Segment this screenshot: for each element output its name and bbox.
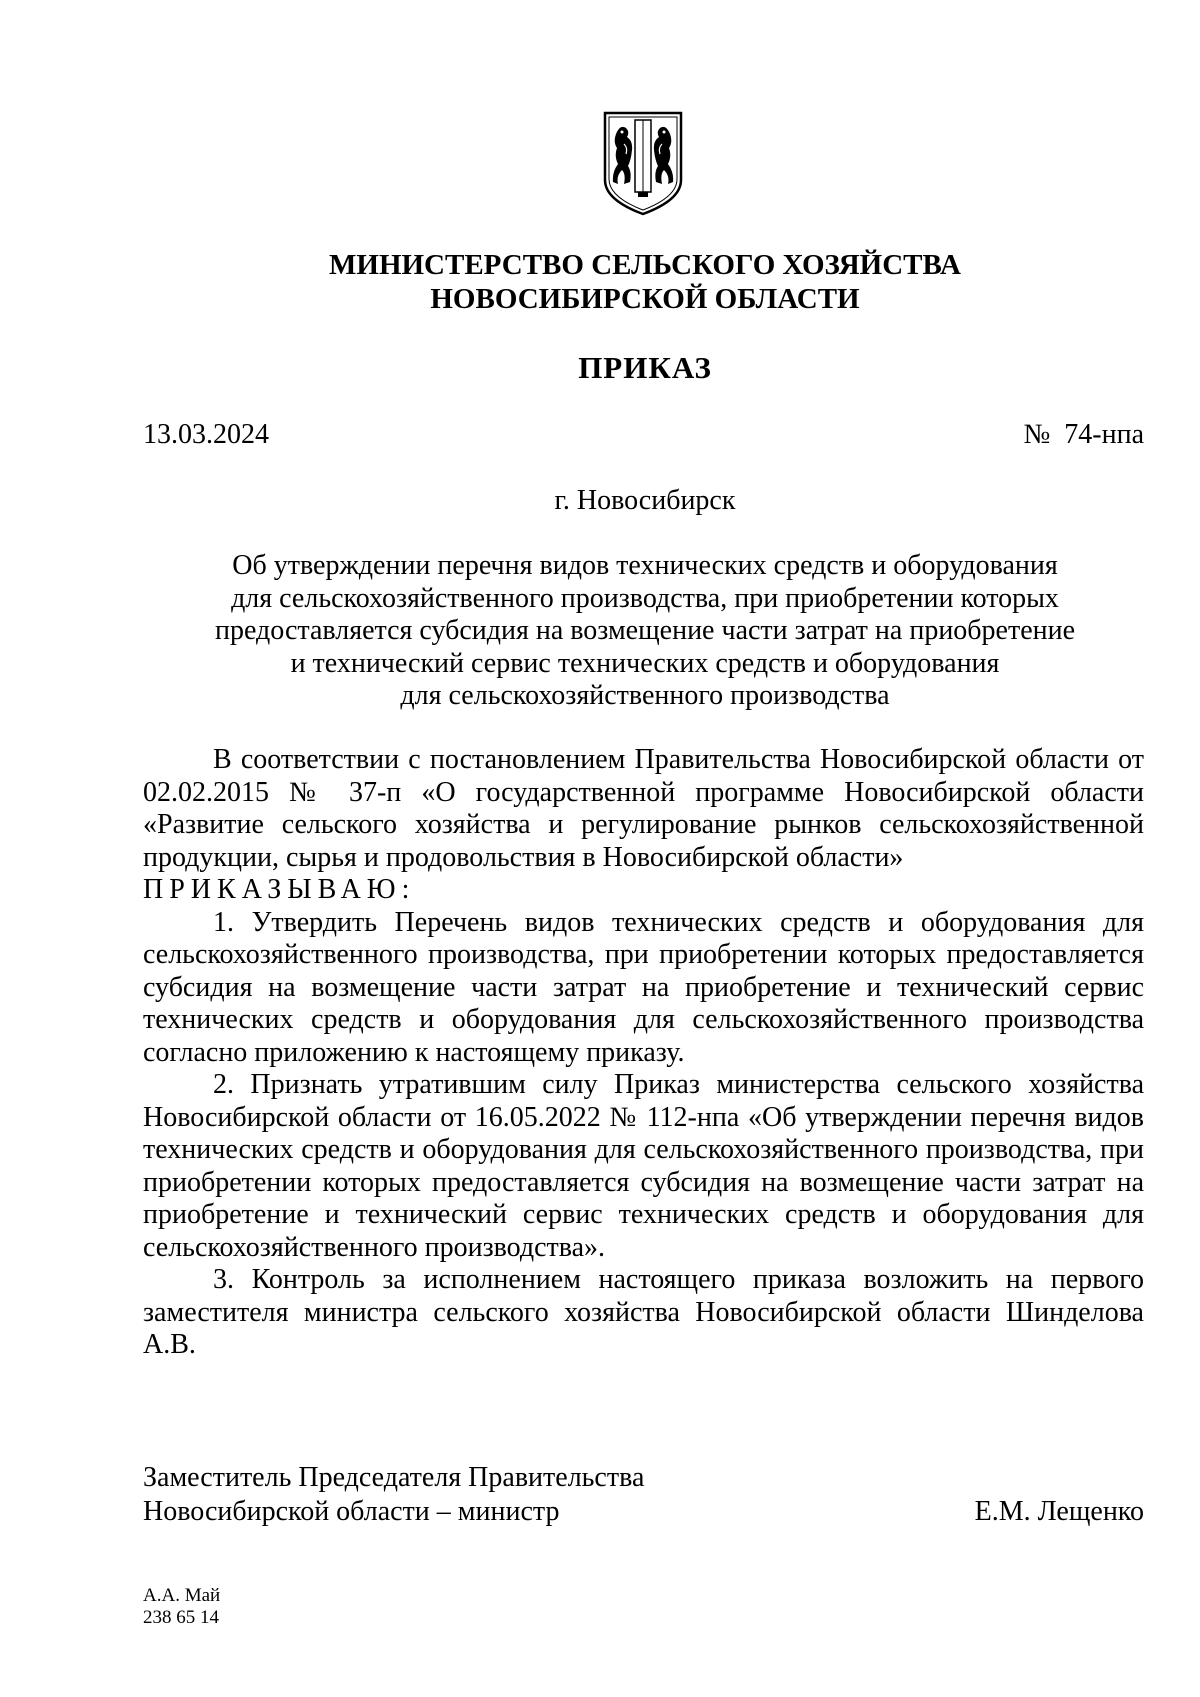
coat-of-arms-icon — [602, 110, 684, 218]
subject-line: предоставляется субсидия на возмещение части затрат на приобретение — [214, 615, 1076, 646]
subject-line: и технический сервис технических средств и оборудования — [290, 647, 1000, 679]
executor-contact — [143, 1585, 220, 1629]
order-item-2: 2. Признать утратившим силу Приказ министерства сельского хозяйства Новосибирской области от 16.05.2022 № 112-нпа «Об утверждении перечня видов технических средств и оборудования для сельскохозяйственного производства, при приобретении которых предоставляется субсидия на возмещение части затрат на приобретение и технический сервис технических средств и оборудования для сельскохозяйственного производства». — [143, 1069, 1144, 1263]
subject-line: Об утверждении перечня видов технических средств и оборудования — [232, 550, 1058, 581]
order-city: г. Новосибирск — [554, 485, 736, 516]
ministry-name — [145, 248, 1145, 316]
subject-line: для сельскохозяйственного производства — [400, 680, 890, 711]
executor-phone: 238 65 14 — [143, 1607, 219, 1628]
decree-word: ПРИКАЗЫВАЮ: — [143, 874, 416, 905]
signatory-name: Е.М. Лещенко — [974, 1496, 1144, 1527]
order-number: № 74-нпа — [1023, 419, 1144, 450]
document-type: ПРИКАЗ — [578, 350, 712, 385]
order-item-3: 3. Контроль за исполнением настоящего приказа возложить на первого заместителя министра сельского хозяйства Новосибирской области Шинделова А.В. — [143, 1264, 1144, 1360]
preamble-paragraph: В соответствии с постановлением Правительства Новосибирской области от 02.02.2015 № 37-п «О государственной программе Новосибирской области «Развитие сельского хозяйства и регулирование рынков сельскохозяйственной продукции, сырья и продовольствия в Новосибирской области» — [143, 744, 1144, 873]
ministry-name-line1: МИНИСТЕРСТВО СЕЛЬСКОГО ХОЗЯЙСТВА — [329, 249, 961, 281]
signatory-position-line2: Новосибирской области – министр — [143, 1496, 560, 1527]
order-subject — [145, 550, 1145, 713]
order-date: 13.03.2024 — [143, 419, 269, 450]
subject-line: для сельскохозяйственного производства, при приобретении которых — [231, 582, 1059, 614]
ministry-name-line2: НОВОСИБИРСКОЙ ОБЛАСТИ — [430, 283, 860, 315]
signatory-position-line1: Заместитель Председателя Правительства — [143, 1462, 645, 1493]
executor-name: А.А. Май — [143, 1585, 221, 1606]
order-body — [143, 744, 1144, 1362]
order-item-1: 1. Утвердить Перечень видов технических средств и оборудования для сельскохозяйственного производства, при приобретении которых предоставляется субсидия на возмещение части затрат на приобретение и технический сервис технических средств и оборудования для сельскохозяйственного производства согласно приложению к настоящему приказу. — [143, 906, 1144, 1068]
signatory-position — [143, 1461, 644, 1529]
